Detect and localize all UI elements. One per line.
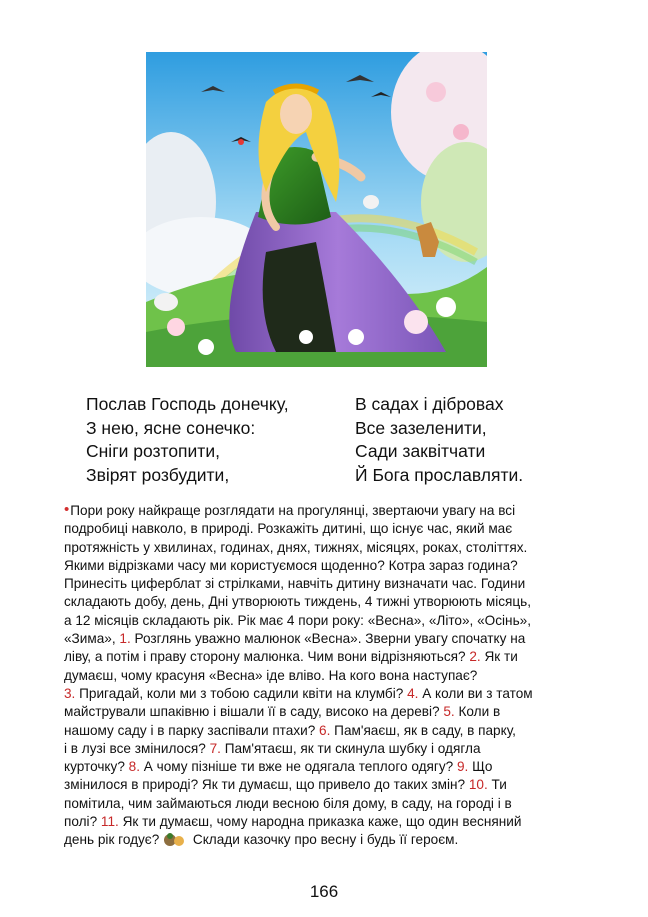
poem-line: Все зазеленити,: [355, 417, 487, 438]
text-span: Коли в: [454, 704, 501, 720]
text-span: Що: [468, 759, 493, 775]
text-span: змінилося в природі? Як ти думаєш, що привело до таких змін?: [64, 777, 469, 793]
text-line: [64, 776, 604, 794]
poem-line: Й Бога прославляти.: [355, 464, 524, 485]
poem-left-column: [86, 393, 289, 487]
spring-girl-picture: [146, 52, 487, 367]
storytelling-icon: [163, 831, 185, 852]
text-line: [64, 685, 604, 703]
text-line: [64, 630, 604, 648]
text-line: [64, 813, 604, 831]
text-line: [64, 722, 604, 740]
page-number: 166: [309, 882, 339, 901]
text-line: складають добу, день, Дні утворюють тиждень, 4 тижні утворюють місяць,: [64, 594, 532, 610]
question-number: 8.: [128, 759, 141, 775]
text-line: [64, 703, 604, 721]
text-line: [64, 648, 604, 666]
text-line: подробиці навколо, в природі. Розкажіть дитині, що існує час, який має: [64, 521, 513, 537]
question-number: 1.: [119, 631, 131, 647]
text-span: А чому пізніше ти вже не одягала теплого одягу?: [140, 759, 457, 775]
question-number: 2.: [469, 649, 481, 665]
text-line: [64, 740, 604, 758]
text-span: Пригадай, коли ми з тобою садили квіти на клумбі?: [75, 685, 408, 701]
text-span: Пам'яаєш, як в саду, в парку,: [330, 722, 516, 738]
question-number: 4.: [407, 685, 419, 701]
text-span: ліву, а потім і праву сторону малюнка. Чим вони відрізняються?: [64, 649, 470, 665]
question-number: 3.: [64, 685, 76, 701]
text-line: Принесіть циферблат зі стрілками, навчіть дитину визначати час. Години: [64, 576, 526, 592]
text-span: А коли ви з татом: [418, 685, 533, 701]
poem-line: Послав Господь донечку,: [86, 394, 289, 414]
text-line: [64, 758, 604, 776]
text-line: а 12 місяців складають рік. Рік має 4 пори року: «Весна», «Літо», «Осінь»,: [64, 612, 531, 628]
text-span: нашому саду і в парку заспівали птахи?: [64, 722, 320, 738]
text-line: [64, 831, 604, 852]
question-number: 7.: [209, 740, 221, 756]
text-span: Як ти: [480, 649, 518, 665]
spring-illustration: [146, 52, 487, 367]
bullet-icon: •: [64, 501, 70, 518]
body-text: [64, 502, 604, 853]
poem-line: В садах і дібровах: [355, 394, 504, 414]
question-number: 5.: [443, 704, 455, 720]
text-span: курточку?: [64, 759, 129, 775]
text-line: Якими відрізками часу ми користуємося щоденно? Котра зараз година?: [64, 557, 518, 573]
question-number: 11.: [100, 814, 119, 830]
text-line: протяжність у хвилинах, годинах, днях, тижнях, місяцях, роках, століттях.: [64, 539, 528, 555]
text-span: Як ти думаєш, чому народна приказка каже, що один весняний: [118, 814, 522, 830]
poem-line: Сніги розтопити,: [86, 441, 220, 461]
text-span: Розглянь уважно малюнок «Весна». Зверни увагу спочатку на: [130, 631, 526, 647]
poem-right-column: [355, 393, 523, 487]
text-span: Ти: [487, 777, 507, 793]
text-line: помітила, чим займаються люди весною біля дому, в саду, на городі і в: [64, 795, 512, 811]
text-span: і в лузі все змінилося?: [64, 740, 210, 756]
text-line: [64, 502, 604, 520]
text-span: Склади казочку про весну і будь її героєм.: [189, 832, 459, 848]
poem-line: Сади заквітчати: [355, 441, 486, 461]
text-span: день рік годує?: [64, 832, 164, 848]
text-span: полі?: [64, 814, 101, 830]
question-number: 6.: [319, 722, 331, 738]
text-span: Пам'ятаєш, як ти скинула шубку і одягла: [220, 740, 481, 756]
question-number: 9.: [457, 759, 469, 775]
text-span: «Зима»,: [64, 631, 120, 647]
poem-line: З нею, ясне сонечко:: [86, 417, 256, 438]
text-span: Пори року найкраще розглядати на прогулянці, звертаючи увагу на всі: [70, 503, 516, 518]
question-number: 10.: [468, 777, 488, 793]
text-span: майстрували шпаківню і вішали її в саду, високо на дереві?: [64, 704, 444, 720]
poem-line: Звірят розбудити,: [86, 464, 230, 485]
text-line: думаєш, чому красуня «Весна» іде вліво. На кого вона наступає?: [64, 667, 478, 683]
